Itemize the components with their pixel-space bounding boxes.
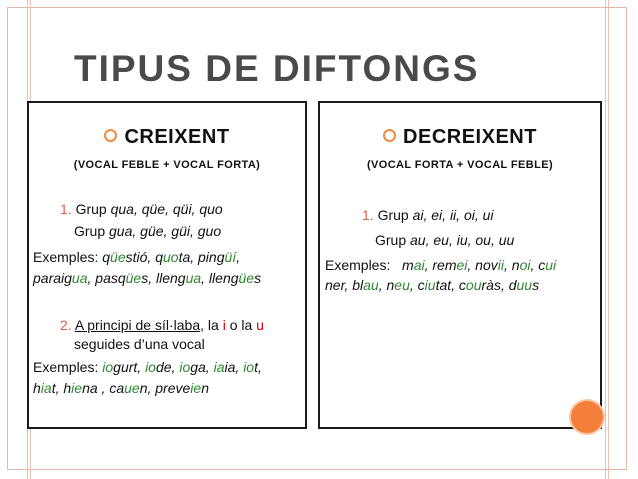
examples-line2: ner, blau, neu, ciutat, couràs, duus (325, 277, 540, 293)
group-label: Grup (74, 223, 106, 239)
group2-line (60, 317, 264, 333)
examples-line1: Exemples: mai, remei, novii, noi, cui (325, 257, 557, 273)
right-rule (605, 0, 606, 479)
group1-line (60, 201, 223, 217)
group-label: Grup (75, 201, 107, 217)
group1-line (362, 207, 494, 223)
decreixent-subheading: (VOCAL FORTA + VOCAL FEBLE) (366, 159, 554, 171)
group2-text: o la (229, 317, 253, 333)
examples1-line2: paraigua, pasqües, llengua, llengües (33, 270, 262, 286)
decreixent-box (318, 101, 602, 429)
group-label: Grup (375, 232, 407, 248)
examples-label: Exemples: (33, 249, 99, 265)
group1-line-b (74, 223, 221, 239)
examples-label: Exemples: (33, 359, 99, 375)
circle-bullet-icon (104, 129, 117, 142)
examples1-line1: Exemples: qüestió, quota, pingüí, (33, 249, 241, 265)
examples2-line2: hiat, hiena , cauen, preveien (33, 380, 209, 396)
decreixent-heading (320, 126, 600, 149)
creixent-heading (29, 126, 305, 149)
group1-line-b (375, 232, 514, 248)
heading-text: DECREIXENT (403, 126, 537, 148)
creixent-subheading: (VOCAL FEBLE + VOCAL FORTA) (73, 159, 261, 171)
circle-bullet-icon (383, 129, 396, 142)
slide-title: TIPUS DE DIFTONGS (74, 48, 480, 89)
group-list: gua, güe, güi, guo (109, 223, 222, 239)
group-label: Grup (377, 207, 409, 223)
decorative-circle (569, 399, 605, 435)
group2-line2: seguides d’una vocal (74, 336, 205, 352)
heading-text: CREIXENT (124, 126, 230, 148)
group-number: 2. (60, 317, 72, 333)
vowel-u: u (256, 317, 264, 333)
group-number: 1. (362, 207, 374, 223)
creixent-box (27, 101, 307, 429)
group2-text: , la (200, 317, 219, 333)
group-list: ai, ei, ii, oi, ui (412, 207, 494, 223)
right-rule (608, 0, 609, 479)
group2-underlined-text: A principi de síl·laba (74, 317, 201, 333)
group-number: 1. (60, 201, 72, 217)
group-list: qua, qüe, qüi, quo (110, 201, 223, 217)
vowel-i: i (222, 317, 226, 333)
group-list: au, eu, iu, ou, uu (410, 232, 515, 248)
examples2-line1: Exemples: iogurt, iode, ioga, iaia, iot, (33, 359, 262, 375)
examples-label: Exemples: (325, 257, 391, 273)
